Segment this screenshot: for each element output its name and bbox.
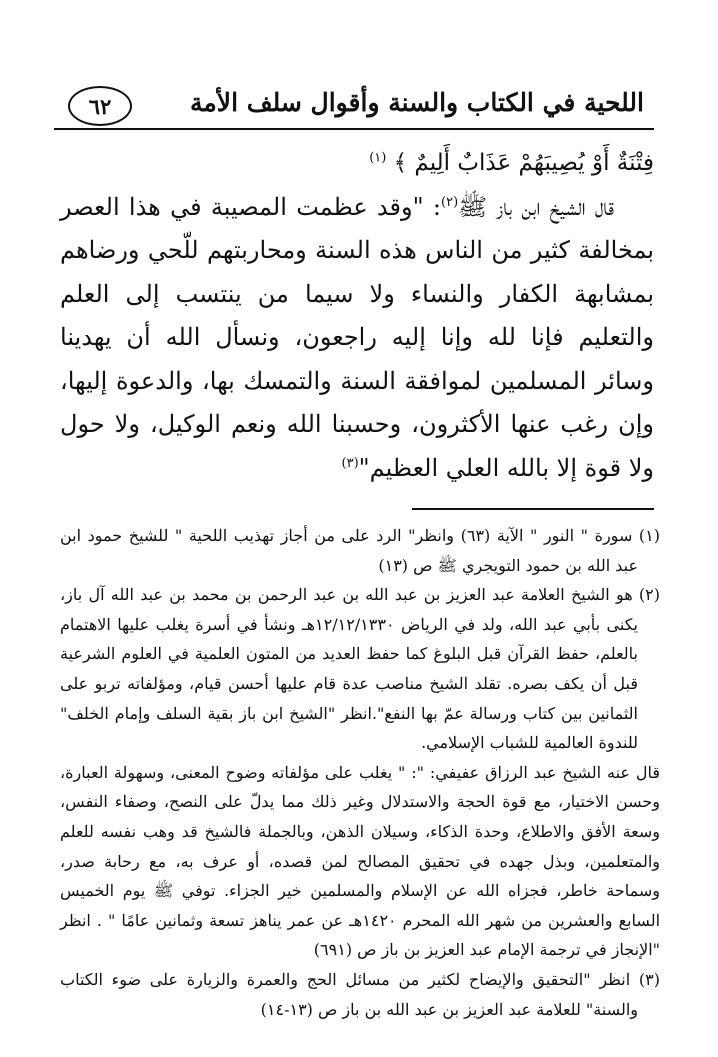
quote-paragraph xyxy=(60,186,654,491)
quote-footnote-ref: (٢) xyxy=(441,194,459,210)
footnote-2: (٢) هو الشيخ العلامة عبد العزيز بن عبد الله بن عبد الرحمن بن محمد بن عبد الله آل باز، يكنى بأبي عبد الله، ولد في الرياض ١٢/١٢/١٣٣٠هـ ونشأ في أسرة يغلب عليها الاهتمام بالعلم، حفظ القرآن قبل البلوغ كما حفظ العديد من المتون العلمية في العلوم الشرعية قبل أن يكف بصره. تقلد الشيخ مناصب عدة قام عليها أحسن قيام، ومؤلفاته تربو على الثمانين بين كتاب ورسالة عمّ بها النفع".انظر "الشيخ ابن باز بقية السلف وإمام الخلف" للندوة العالمية للشباب الإسلامي. xyxy=(60,585,660,753)
page-header xyxy=(54,84,654,130)
quran-verse: فِتْنَةٌ أَوْ يُصِيبَهُمْ عَذَابٌ أَلِيمٌ ﴾ xyxy=(393,150,654,176)
page-number: ٦٢ xyxy=(68,86,132,126)
header-rule xyxy=(54,128,654,130)
quote-text: : "وقد عظمت المصيبة في هذا العصر بمخالفة كثير من الناس هذه السنة ومحاربتهم للّحي ورضاهم بمشابهة الكفار والنساء ولا سيما من ينتسب إلى العلم والتعليم فإنا لله وإنا إليه راجعون، ونسأل الله أن يهدينا وسائر المسلمين لموافقة السنة والتمسك بها، والدعوة إليها، وإن رغب عنها الأكثرون، وحسبنا الله ونعم الوكيل، ولا حول ولا قوة إلا بالله العلي العظيم" xyxy=(60,192,654,482)
footnote-2-continued: قال عنه الشيخ عبد الرزاق عفيفي: ": " يغلب على مؤلفاته وضوح المعنى، وسهولة العبارة، وحسن الاختيار، مع قوة الحجة والاستدلال وغير ذلك مما يدلّ على النصح، وصفاء النفس، وسعة الأفق والاطلاع، وحدة الذكاء، وسيلان الذهن، وبالجملة فالشيخ قد وهب نفسه للعلم والمتعلمين، وبذل جهده في تحقيق المصالح لمن قصده، أو عرف به، مع رحابة صدر، وسماحة خاطر، فجزاه الله عن الإسلام والمسلمين خير الجزاء. توفي ﷺ يوم الخميس السابع والعشرين من شهر الله المحرم ١٤٢٠هـ عن عمر يناهز تسعة وثمانين عامًا " . انظر "الإنجاز في ترجمة الإمام عبد العزيز بن باز ص (٦٩١) xyxy=(60,762,661,960)
main-text xyxy=(60,142,654,490)
running-title: اللحية في الكتاب والسنة وأقوال سلف الأمة xyxy=(190,88,644,117)
quote-intro: قال الشيخ ابن باز ﷺ xyxy=(458,192,614,221)
quran-verse-line xyxy=(60,142,654,186)
footnote-1: (١) سورة " النور " الآية (٦٣) وانظر" الرد على من أجاز تهذيب اللحية " للشيخ حمود ابن عبد الله بن حمود التويجري ﷺ ص (١٣) xyxy=(60,526,661,575)
quran-footnote-ref: (١) xyxy=(369,150,387,166)
footnotes xyxy=(60,521,660,1024)
footnote-3: (٣) انظر "التحقيق والإيضاح لكثير من مسائل الحج والعمرة والزيارة على ضوء الكتاب والسنة" للعلامة عبد العزيز بن عبد الله بن باز ص (١٣-١٤) xyxy=(60,969,660,1019)
quote-end-footnote-ref: (٣) xyxy=(341,455,359,471)
footnote-separator xyxy=(412,508,654,510)
